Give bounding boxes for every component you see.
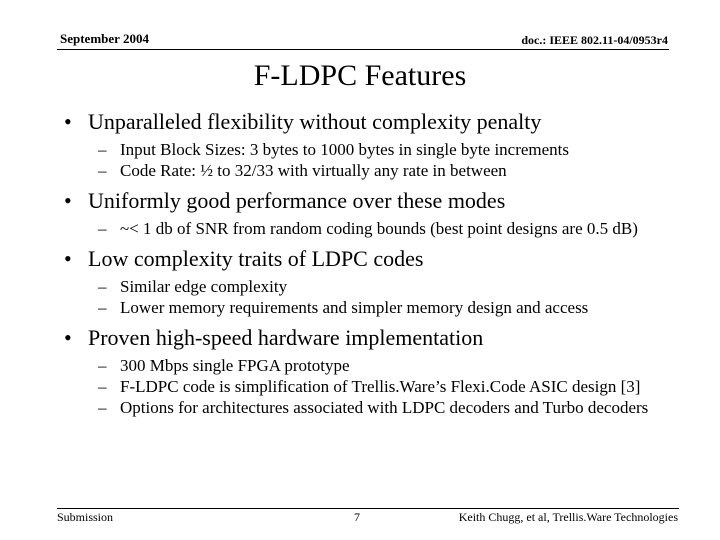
sub-bullet-text: Options for architectures associated with LDPC decoders and Turbo decoders — [120, 398, 649, 417]
sub-bullet-item — [64, 398, 664, 418]
sub-bullet-text: Similar edge complexity — [120, 277, 288, 296]
bullet-item — [64, 108, 664, 136]
sub-bullet-text: Lower memory requirements and simpler memory design and access — [120, 298, 589, 317]
bullet-item — [64, 245, 664, 273]
slide-title: F-LDPC Features — [253, 59, 467, 92]
sub-bullet-list — [64, 219, 664, 239]
bullet-item — [64, 324, 664, 352]
sub-bullet-item — [64, 356, 664, 376]
dash-icon: – — [98, 219, 107, 238]
bullet-text: Unparalleled flexibility without complexity penalty — [88, 109, 542, 134]
dash-icon: – — [98, 398, 107, 417]
sub-bullet-item — [64, 298, 664, 318]
dash-icon: – — [98, 161, 107, 180]
header-divider — [57, 49, 669, 50]
sub-bullet-item — [64, 140, 664, 160]
bullet-text: Proven high-speed hardware implementation — [88, 325, 484, 350]
sub-bullet-text: 300 Mbps single FPGA prototype — [120, 356, 350, 375]
bullet-item — [64, 187, 664, 215]
sub-bullet-text: Input Block Sizes: 3 bytes to 1000 bytes in single byte increments — [120, 140, 570, 159]
bullet-dot-icon: • — [64, 109, 72, 134]
bullet-dot-icon: • — [64, 188, 72, 213]
sub-bullet-item — [64, 277, 664, 297]
sub-bullet-item — [64, 219, 664, 239]
sub-bullet-list — [64, 140, 664, 181]
sub-bullet-list — [64, 277, 664, 318]
sub-bullet-text: Code Rate: ½ to 32/33 with virtually any rate in between — [120, 161, 507, 180]
dash-icon: – — [98, 277, 107, 296]
bullet-dot-icon: • — [64, 246, 72, 271]
bullet-text: Low complexity traits of LDPC codes — [88, 246, 424, 271]
sub-bullet-text: ~< 1 db of SNR from random coding bounds (best point designs are 0.5 dB) — [120, 219, 638, 238]
sub-bullet-list — [64, 356, 664, 418]
bullet-text: Uniformly good performance over these modes — [88, 188, 506, 213]
footer-submission: Submission — [57, 510, 114, 524]
header-date: September 2004 — [60, 31, 149, 46]
header-doc-id: doc.: IEEE 802.11-04/0953r4 — [521, 33, 668, 47]
footer-author: Keith Chugg, et al, Trellis.Ware Technologies — [458, 510, 678, 524]
dash-icon: – — [98, 377, 107, 396]
dash-icon: – — [98, 140, 107, 159]
footer-page-number: 7 — [354, 510, 360, 524]
sub-bullet-item — [64, 161, 664, 181]
bullet-dot-icon: • — [64, 325, 72, 350]
dash-icon: – — [98, 298, 107, 317]
dash-icon: – — [98, 356, 107, 375]
sub-bullet-item — [64, 377, 664, 397]
slide-body — [64, 108, 664, 424]
footer-divider — [57, 508, 679, 509]
sub-bullet-text: F-LDPC code is simplification of Trellis.Ware’s Flexi.Code ASIC design [3] — [120, 377, 641, 396]
